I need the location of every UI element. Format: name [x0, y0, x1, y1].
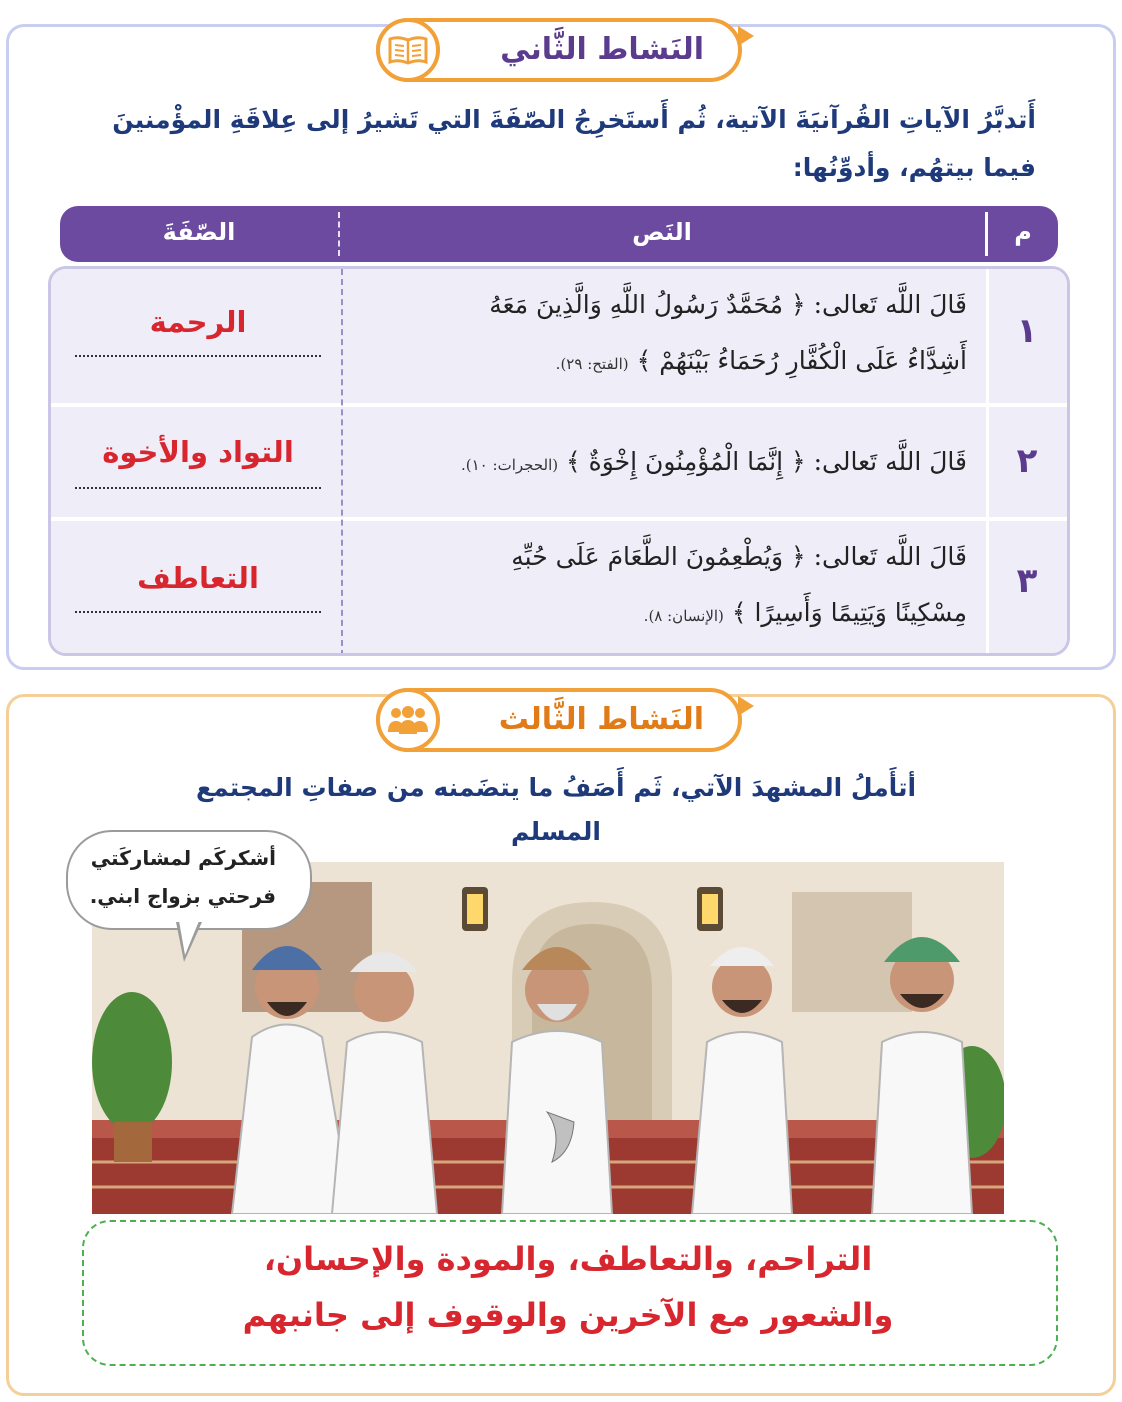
- answer-text: التواد والأخوة: [102, 435, 294, 469]
- verse-reference: (الإنسان: ٨).: [643, 607, 724, 625]
- verse-line: قَالَ اللَّه تَعالى: ﴿ وَيُطْعِمُونَ الطَّعَامَ عَلَى حُبِّهِ: [511, 542, 967, 571]
- verse-line: [407, 333, 967, 392]
- answer-text: الرحمة: [149, 305, 247, 339]
- book-icon: [376, 18, 440, 82]
- verse-reference: (الفتح: ٢٩).: [555, 355, 629, 373]
- activity-two-badge: [376, 18, 742, 82]
- header-attribute: الصّفَةَ: [162, 218, 236, 246]
- activity-three-answer-box: [82, 1220, 1058, 1366]
- answer-dotted-line: [75, 611, 321, 613]
- verse-line-text: أَشِدَّاءُ عَلَى الْكُفَّارِ رُحَمَاءُ بَيْنَهُمْ ﴾: [636, 346, 967, 375]
- column-divider: [986, 269, 989, 656]
- row-number: ٢: [1016, 441, 1038, 481]
- answer-dotted-line: [75, 355, 321, 357]
- verse-line-text: مِسْكِينًا وَيَتِيمًا وَأَسِيرًا ﴾: [731, 598, 967, 627]
- verse-line: قَالَ اللَّه تَعالى: ﴿ مُحَمَّدٌ رَسُولُ اللَّهِ وَالَّذِينَ مَعَهُ: [489, 290, 967, 319]
- activity-three-title: النَشاط الثَّالث: [498, 702, 704, 737]
- verse-line: [407, 434, 967, 493]
- activity-two-title: النَشاط الثَّاني: [500, 32, 704, 67]
- verse-line: [407, 585, 967, 644]
- verse-reference: (الحجرات: ١٠).: [461, 456, 559, 474]
- activity-two-instruction: [76, 96, 1036, 192]
- speech-bubble: [66, 830, 312, 930]
- row-number: ١: [1016, 311, 1038, 351]
- header-text: النَص: [632, 218, 692, 246]
- speech-bubble-tail-inner: [179, 921, 199, 955]
- speech-text-line: أشكركَم لمشاركَتي: [90, 846, 276, 870]
- row-number: ٣: [1016, 561, 1038, 601]
- verse-text: [407, 277, 967, 392]
- column-divider: [341, 269, 343, 656]
- answer-line: والشعور مع الآخرين والوقوف إلى جانبهم: [242, 1296, 894, 1334]
- table-header: [60, 206, 1058, 262]
- answer-text: التعاطف: [137, 561, 259, 595]
- verse-text: [407, 434, 967, 493]
- verses-table: [48, 266, 1070, 656]
- answer-dotted-line: [75, 487, 321, 489]
- verse-line-text: قَالَ اللَّه تَعالى: ﴿ إِنَّمَا الْمُؤْمِنُونَ إِخْوَةٌ ﴾: [566, 447, 967, 476]
- instruction-line: أتأَملُ المشهدَ الآتي، ثَم أَصَفُ ما يتضَمنه من صفاتِ المجتمع المسلم: [195, 773, 917, 846]
- table-row: [51, 269, 1067, 403]
- answer-line: التراحم، والتعاطف، والمودة والإحسان،: [263, 1240, 873, 1278]
- header-divider: [338, 212, 340, 256]
- activity-three-badge: [376, 688, 742, 752]
- instruction-line: فيما بيتهُم، وأدوِّنُها:: [792, 153, 1036, 182]
- group-icon: [376, 688, 440, 752]
- badge-pointer: [738, 26, 754, 46]
- header-number: م: [1014, 218, 1032, 246]
- instruction-line: أَتدبَّرُ الآياتِ القُرآنيَةَ الآتية، ثُم أَستَخرِجُ الصّفَةَ التي تَشيرُ إلى عِلاقَةِ المؤْمنينَ: [112, 105, 1036, 134]
- header-divider: [985, 212, 988, 256]
- table-row: [51, 407, 1067, 517]
- badge-pointer: [738, 696, 754, 716]
- speech-text-line: فرحتي بزواج ابني.: [89, 884, 276, 908]
- table-row: [51, 521, 1067, 656]
- verse-text: [407, 529, 967, 644]
